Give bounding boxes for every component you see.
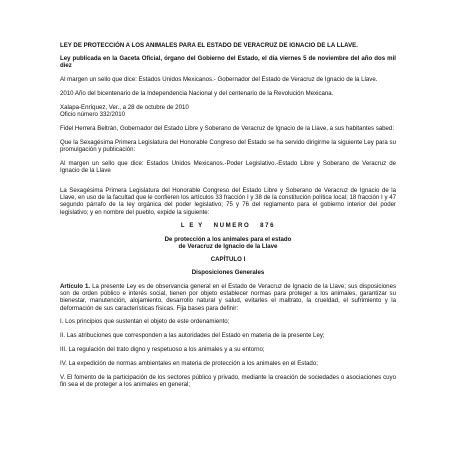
year-paragraph: 2010 Año del bicentenario de la Independencia Nacional y del centenario de la Revolución Mexicana. <box>60 90 334 97</box>
list-item: II. Las atribuciones que corresponden a las autoridades del Estado en materia de la presente Ley; <box>60 332 325 340</box>
chapter-title: Disposiciones Generales <box>191 269 265 277</box>
list-item: V. El fomento de la participación de los sectores público y privado, mediante la creación de sociedades o asociaciones cuyo fin sea el de proteger a los animales en general; <box>60 373 396 388</box>
oficio-number: Oficio número 332/2010 <box>60 111 126 118</box>
article-1 <box>60 283 396 312</box>
governor-paragraph: Fidel Herrera Beltrán, Gobernador del Estado Libre y Soberano de Veracruz de Ignacio de la Llave, a sus habitantes sabed: <box>60 124 395 132</box>
law-subtitle-line-2: de Veracruz de Ignacio de la Llave <box>178 242 278 250</box>
article-1-text: La presente Ley es de observancia general en el Estado de Veracruz de Ignacio de la Llave; sus disposiciones son de orden público e interés social, tienen por objeto establecer normas para proteger a los animales, garantizar su bienestar, manutención, alojamiento, desarrollo natural y salud, evitarles el maltrato, la crueldad, el sufrimiento y la deformación de sus características físicas. Fija bases para definir: <box>60 283 397 312</box>
ley-number-heading: L E Y NUMERO 876 <box>180 222 276 230</box>
list-item: IV. La expedición de normas ambientales en materia de protección a los animales en el Estado; <box>60 359 318 367</box>
list-item: III. La regulación del trato digno y respetuoso a los animales y a su entorno; <box>60 346 265 354</box>
document-title: LEY DE PROTECCIÓN A LOS ANIMALES PARA EL ESTADO DE VERACRUZ DE IGNACIO DE LA LLAVE. <box>60 42 358 49</box>
article-1-label: Artículo 1. <box>60 283 91 291</box>
publication-note: Ley publicada en la Gaceta Oficial, órgano del Gobierno del Estado, el día viernes 5 de noviembre del año dos mil diez <box>60 55 396 70</box>
seal-paragraph-2: Al margen un sello que dice: Estados Unidos Mexicanos.-Poder Legislativo.-Estado Libre y Soberano de Veracruz de Ignacio de la Llave <box>60 159 396 174</box>
place-date: Xalapa-Enríquez, Ver., a 28 de octubre de 2010 <box>60 103 189 111</box>
law-subtitle-line-1: De protección a los animales para el estado <box>164 235 292 243</box>
legislature-paragraph: Que la Sexagésima Primera Legislatura del Honorable Congreso del Estado se ha servido dirigirme la siguiente Ley para su promulgación y publicación: <box>60 138 396 153</box>
faculty-paragraph: La Sexagésima Primera Legislatura del Honorable Congreso del Estado Libre y Soberano de Veracruz de Ignacio de la Llave, en uso de la facultad que le confieren los artículos 33 fracción I y 38 de la constitución política local; 18 fracción I y 47 segundo párrafo de la ley orgánica del poder legislativo; 75 y 76 del reglamento para el gobierno interior del poder legislativo; y en nombre del pueblo, expide la siguiente: <box>60 187 396 216</box>
list-item: I. Los principios que sustentan el objeto de este ordenamiento; <box>60 318 230 326</box>
chapter-heading: CAPÍTULO I <box>210 256 246 264</box>
seal-paragraph: Al margen un sello que dice: Estados Unidos Mexicanos.- Gobernador del Estado de Veracruz de Ignacio de la Llave. <box>60 76 378 84</box>
